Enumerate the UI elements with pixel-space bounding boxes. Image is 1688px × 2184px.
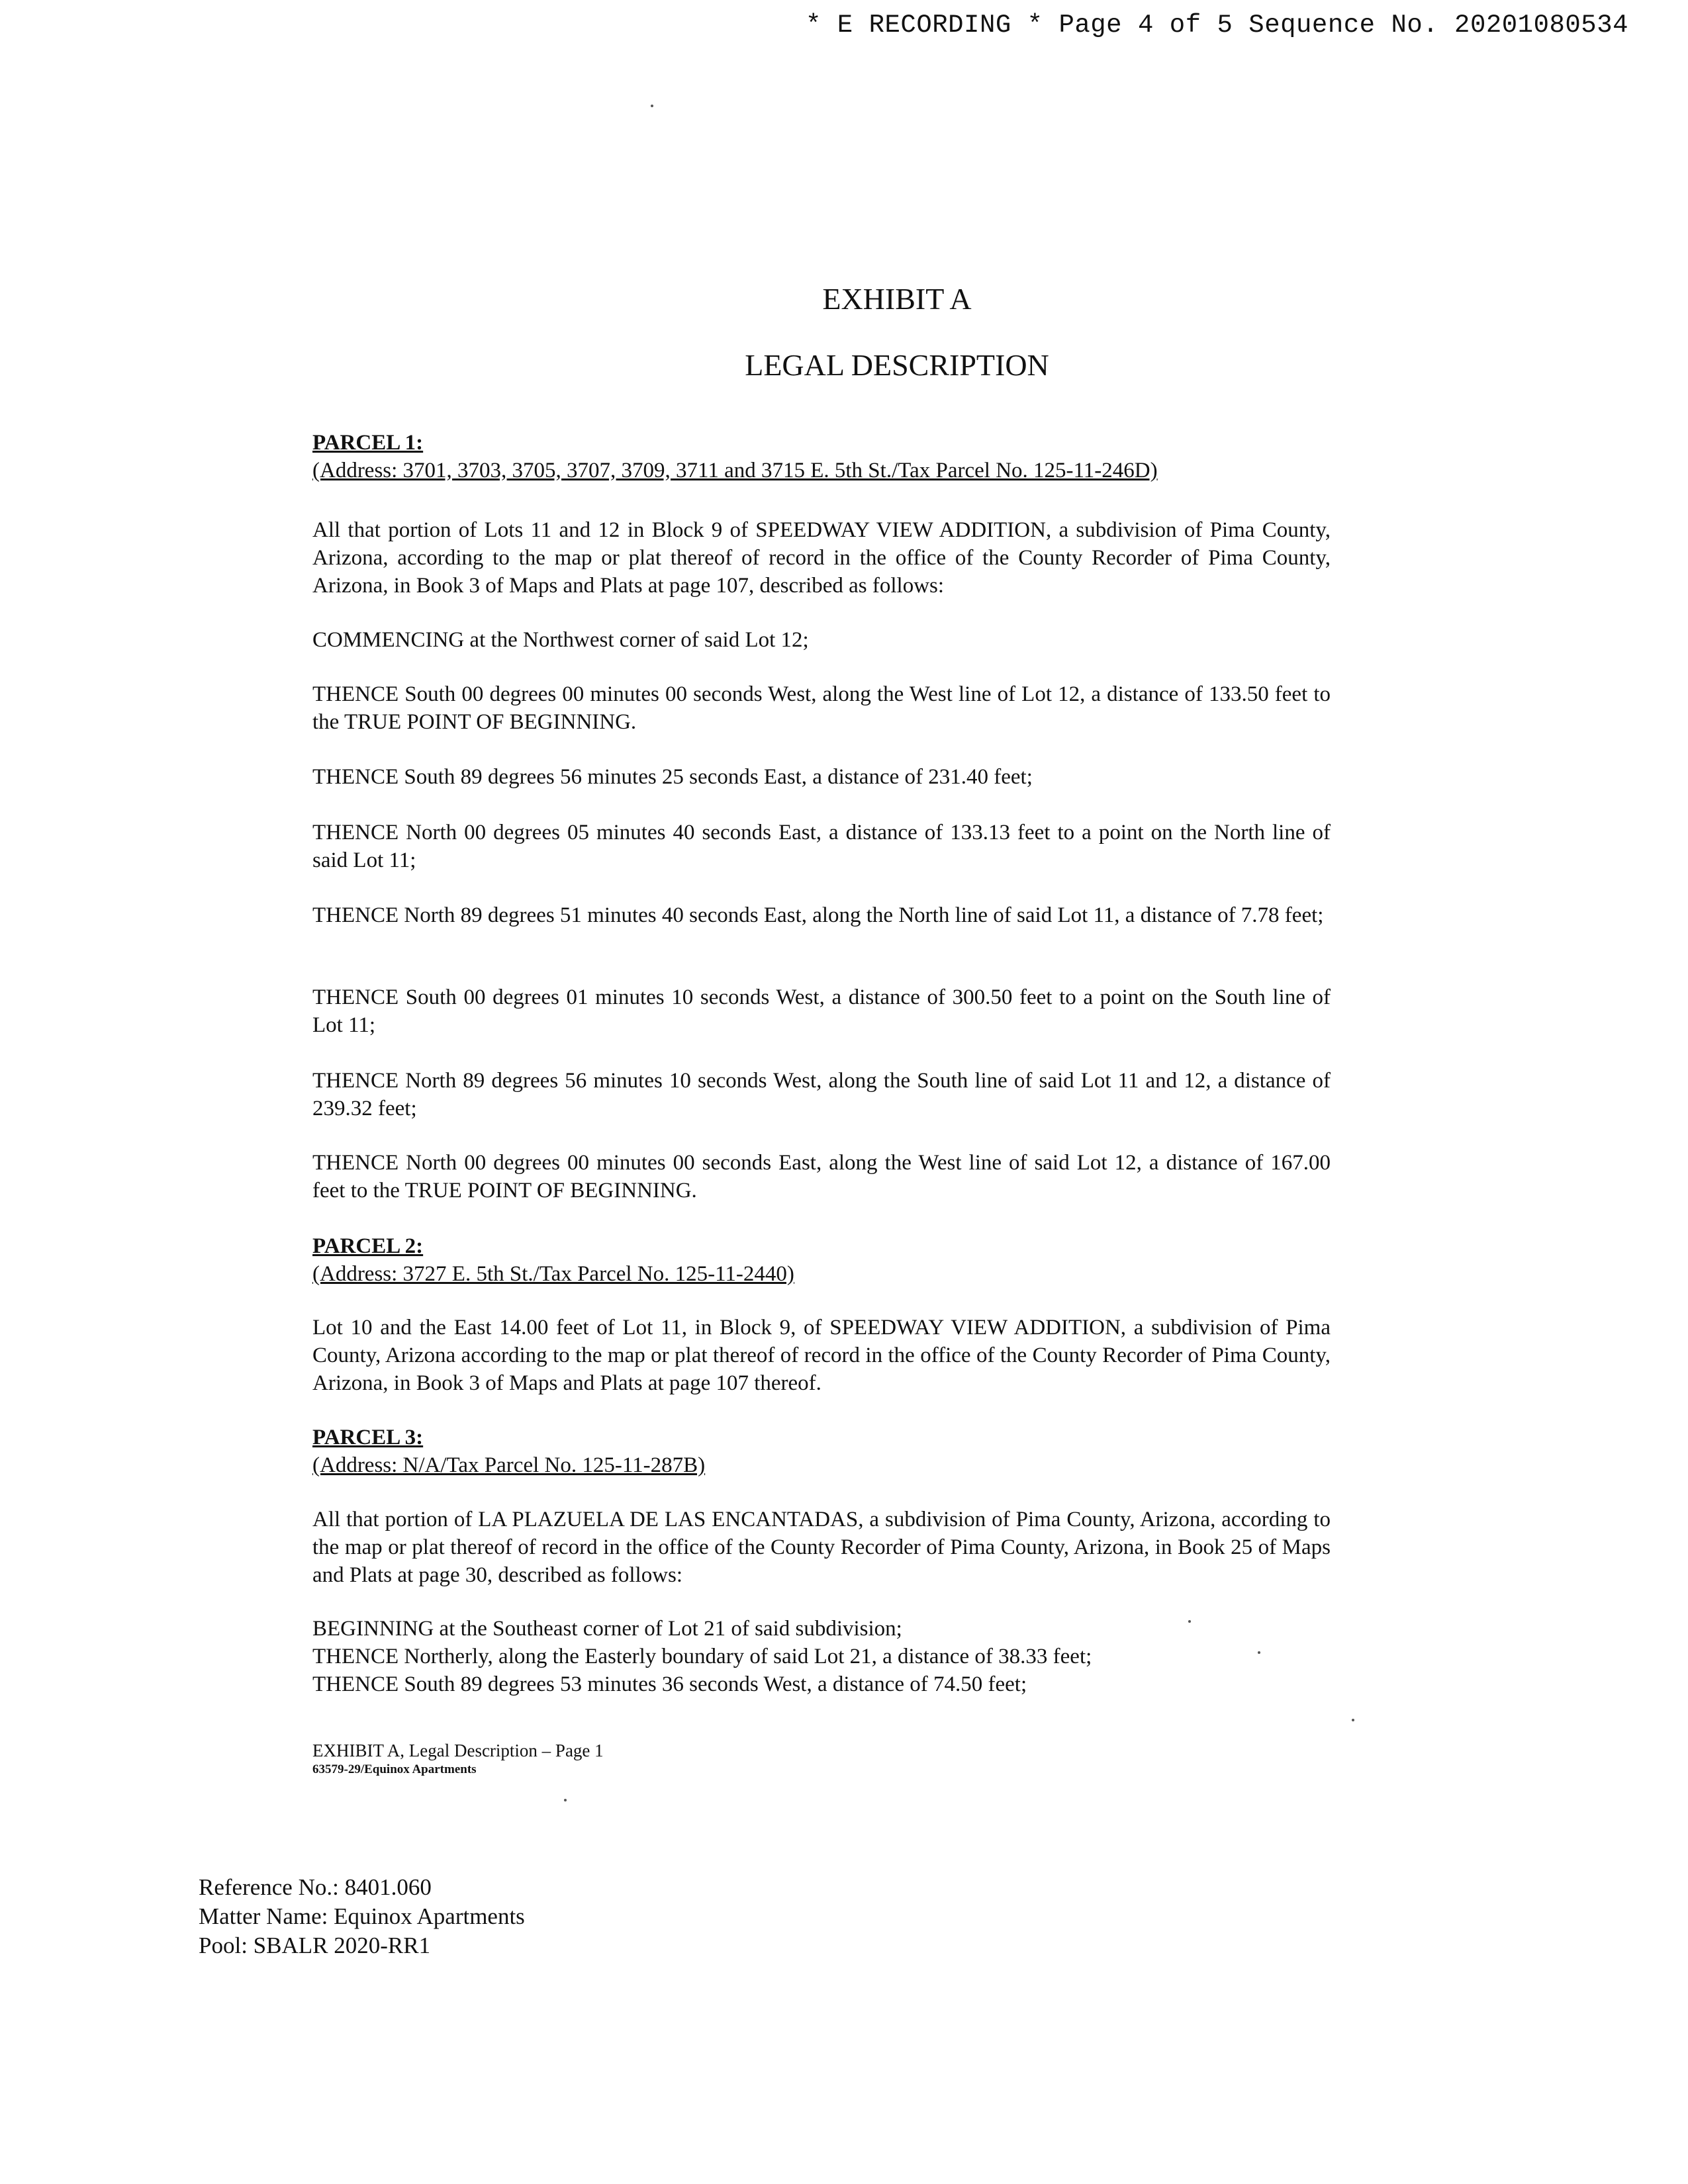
reference-number: Reference No.: 8401.060 [199,1874,432,1900]
scan-speck [1258,1651,1260,1654]
scan-speck [564,1799,567,1801]
recording-stamp: * E RECORDING * Page 4 of 5 Sequence No. 20201080534 [806,11,1628,40]
paragraph-text: THENCE South 00 degrees 01 minutes 10 seconds West, a distance of 300.50 feet to a point on the South line of Lot 11; [312,985,1331,1037]
parcel-1-paragraph [312,901,1331,929]
paragraph-text: THENCE North 00 degrees 00 minutes 00 seconds East, along the West line of said Lot 12, a distance of 167.00 feet to the TRUE POINT OF BEGINNING. [312,1151,1331,1203]
parcel-1-paragraph [312,680,1331,736]
paragraph-text: THENCE North 89 degrees 56 minutes 10 seconds West, along the South line of said Lot 11 and 12, a distance of 239.32 feet; [312,1069,1331,1120]
parcel-2-paragraph [312,1314,1331,1397]
parcel-1-address: (Address: 3701, 3703, 3705, 3707, 3709, 3711 and 3715 E. 5th St./Tax Parcel No. 125-11-246D) [312,459,1158,482]
pool-name: Pool: SBALR 2020-RR1 [199,1933,431,1958]
parcel-3-heading: PARCEL 3: [312,1426,424,1449]
footer-matter-code: 63579-29/Equinox Apartments [312,1762,477,1776]
paragraph-text: All that portion of Lots 11 and 12 in Block 9 of SPEEDWAY VIEW ADDITION, a subdivision of Pima County, Arizona, according to the map or plat thereof of record in the office of the County Recorder of Pima County, Arizona, in Book 3 of Maps and Plats at page 107, described as follows: [312,518,1331,598]
course-line: THENCE Northerly, along the Easterly boundary of said Lot 21, a distance of 38.33 feet; [312,1645,1092,1668]
paragraph-text: THENCE South 00 degrees 00 minutes 00 seconds West, along the West line of Lot 12, a distance of 133.50 feet to the TRUE POINT OF BEGINNING. [312,682,1331,734]
exhibit-title: EXHIBIT A [822,282,972,316]
scan-speck [1352,1719,1354,1721]
parcel-3-paragraph [312,1506,1331,1589]
parcel-1-paragraph [312,819,1331,874]
paragraph-text: All that portion of LA PLAZUELA DE LAS ENCANTADAS, a subdivision of Pima County, Arizona, according to the map or plat thereof of record in the office of the County Recorder of Pima County, Arizona, in Book 25 of Maps and Plats at page 30, described as follows: [312,1508,1331,1587]
parcel-1-section [312,429,1331,484]
parcel-1-paragraph [312,983,1331,1039]
parcel-1-paragraph [312,1067,1331,1122]
parcel-1-paragraph [312,626,1331,654]
parcel-1-paragraph [312,1149,1331,1205]
parcel-3-address: (Address: N/A/Tax Parcel No. 125-11-287B) [312,1453,706,1477]
paragraph-text: Lot 10 and the East 14.00 feet of Lot 11, in Block 9, of SPEEDWAY VIEW ADDITION, a subdivision of Pima County, Arizona according to the map or plat thereof of record in the office of the County Recorder of Pima County, Arizona, in Book 3 of Maps and Plats at page 107 thereof. [312,1316,1331,1395]
scan-speck [1188,1620,1191,1623]
footer-label: EXHIBIT A, Legal Description – Page 1 [312,1741,604,1760]
parcel-3-course-list [312,1615,1331,1698]
course-line: THENCE South 89 degrees 53 minutes 36 seconds West, a distance of 74.50 feet; [312,1672,1027,1696]
parcel-1-paragraph [312,763,1331,791]
scan-speck [651,105,653,107]
matter-name: Matter Name: Equinox Apartments [199,1903,525,1929]
parcel-1-heading: PARCEL 1: [312,431,424,455]
paragraph-text: THENCE North 00 degrees 05 minutes 40 seconds East, a distance of 133.13 feet to a point on the North line of said Lot 11; [312,821,1331,872]
parcel-2-section [312,1232,1331,1288]
paragraph-text: THENCE North 89 degrees 51 minutes 40 seconds East, along the North line of said Lot 11, a distance of 7.78 feet; [312,903,1324,927]
course-line: BEGINNING at the Southeast corner of Lot 21 of said subdivision; [312,1617,902,1641]
parcel-2-heading: PARCEL 2: [312,1234,424,1258]
paragraph-text: COMMENCING at the Northwest corner of said Lot 12; [312,628,809,652]
parcel-3-section [312,1424,1331,1479]
parcel-2-address: (Address: 3727 E. 5th St./Tax Parcel No. 125-11-2440) [312,1262,794,1286]
paragraph-text: THENCE South 89 degrees 56 minutes 25 seconds East, a distance of 231.40 feet; [312,765,1033,789]
parcel-1-paragraph [312,516,1331,600]
page-footer [312,1739,1331,1778]
reference-block [199,1873,525,1960]
document-subtitle: LEGAL DESCRIPTION [745,348,1049,382]
